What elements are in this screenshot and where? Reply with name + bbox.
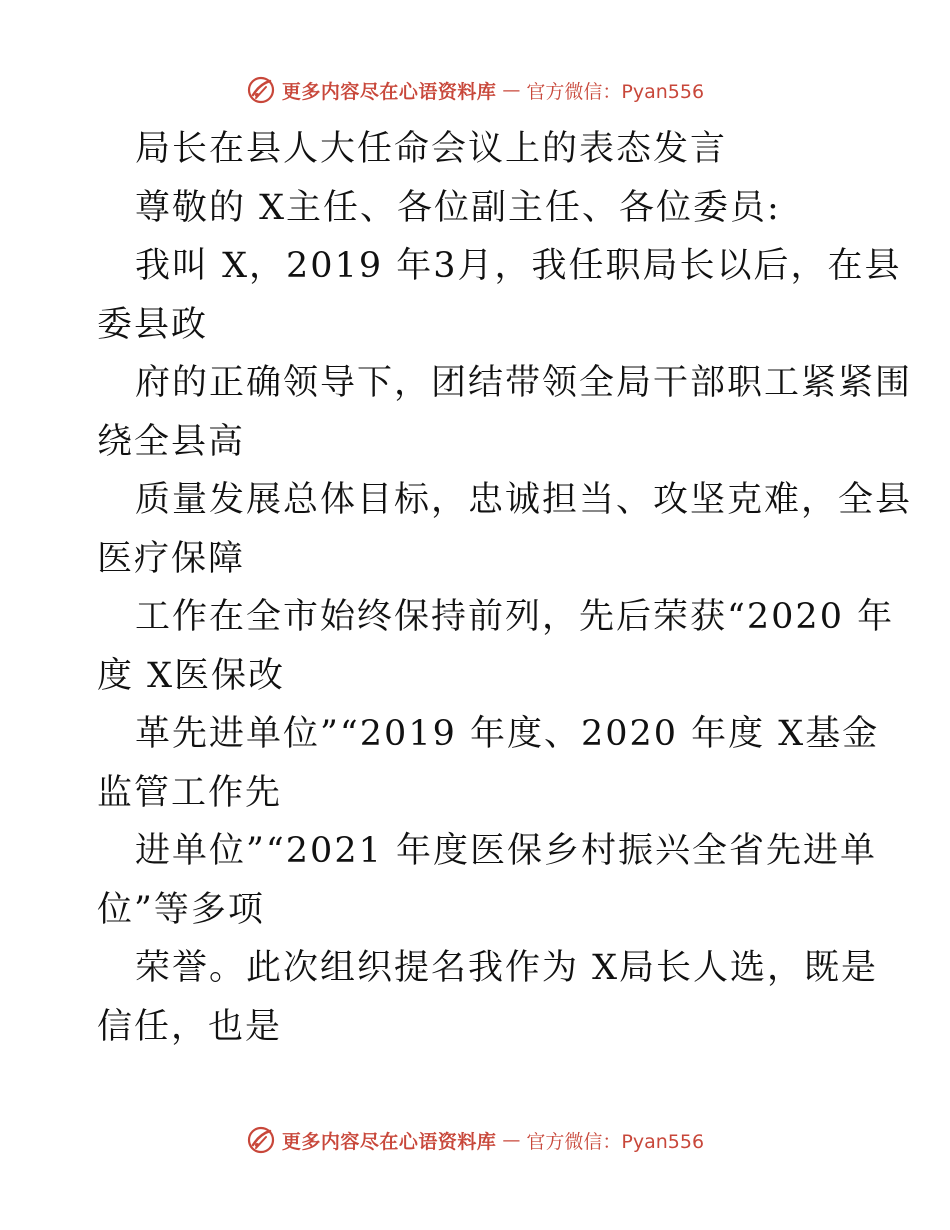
document-line: 我叫 X，2019 年3月，我任职局长以后，在县 bbox=[135, 246, 902, 286]
document-line: 局长在县人大任命会议上的表态发言 bbox=[135, 129, 728, 169]
document-line: 工作在全市始终保持前列，先后荣获“2020 年 bbox=[135, 597, 895, 637]
document-line: 监管工作先 bbox=[97, 772, 283, 813]
document-line: 府的正确领导下，团结带领全局干部职工紧紧围 bbox=[135, 363, 913, 403]
pen-logo-icon bbox=[246, 75, 276, 105]
document-line: 信任，也是 bbox=[97, 1006, 283, 1047]
banner-text: 更多内容尽在心语资料库 bbox=[281, 1130, 497, 1153]
document-line: 度 X医保改 bbox=[97, 655, 286, 696]
document-line: 委县政 bbox=[97, 304, 209, 345]
document-line: 医疗保障 bbox=[97, 538, 246, 579]
banner-wechat: 官方微信：Pyan556 bbox=[526, 1130, 705, 1153]
document-line: 革先进单位”“2019 年度、2020 年度 X基金 bbox=[135, 714, 880, 754]
document-line: 进单位”“2021 年度医保乡村振兴全省先进单 bbox=[135, 831, 877, 871]
pen-logo-icon bbox=[246, 1125, 276, 1155]
header-banner bbox=[0, 70, 950, 110]
document-line: 荣誉。此次组织提名我作为 X局长人选，既是 bbox=[135, 948, 879, 988]
banner-separator: — bbox=[502, 79, 521, 101]
banner-text: 更多内容尽在心语资料库 bbox=[281, 80, 497, 103]
document-line: 质量发展总体目标，忠诚担当、攻坚克难，全县 bbox=[135, 480, 913, 520]
footer-banner bbox=[0, 1120, 950, 1160]
banner-wechat: 官方微信：Pyan556 bbox=[526, 80, 705, 103]
document-body bbox=[97, 120, 913, 1056]
document-line: 位”等多项 bbox=[97, 889, 265, 930]
banner-separator: — bbox=[502, 1129, 521, 1151]
document-line: 尊敬的 X主任、各位副主任、各位委员: bbox=[135, 187, 781, 228]
document-line: 绕全县高 bbox=[97, 421, 246, 462]
